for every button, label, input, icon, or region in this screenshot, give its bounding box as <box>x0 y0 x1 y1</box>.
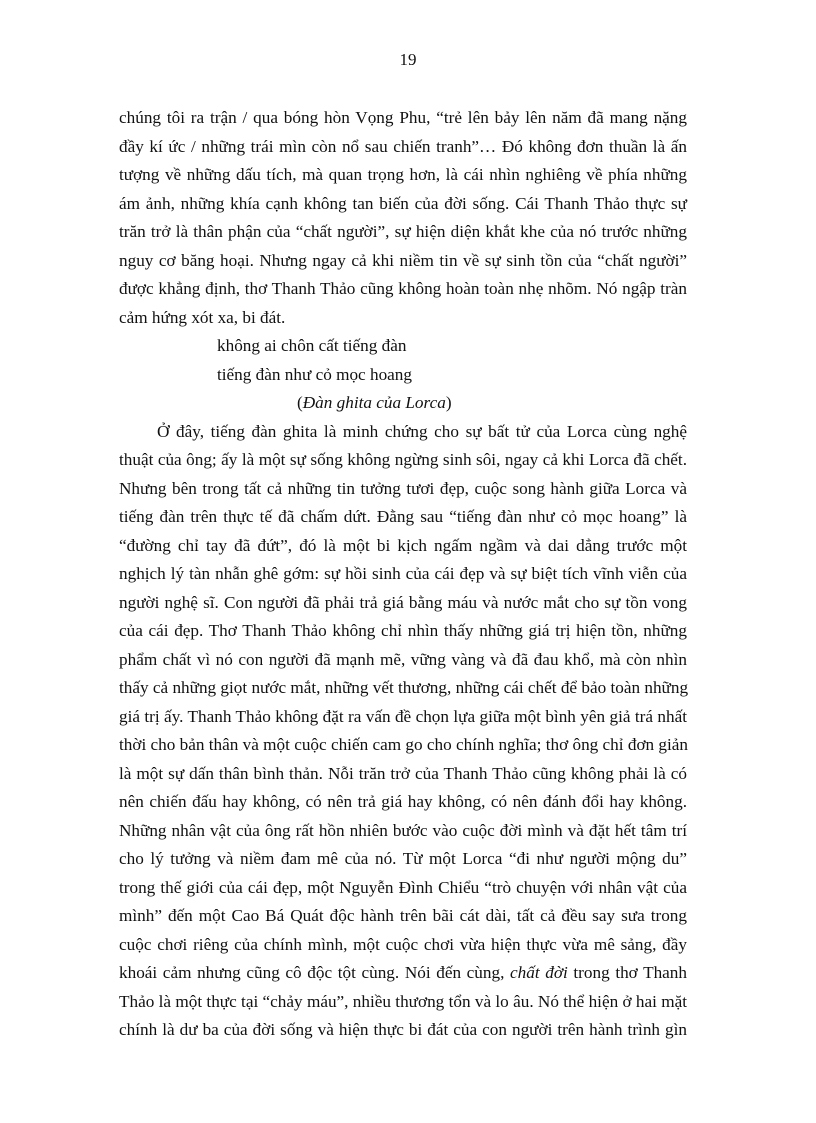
text-segment: trong thơ Thanh <box>567 963 687 982</box>
text-line: người nghệ sĩ. Con người đã phải trả giá bằng máu và nước mắt cho sự tồn vong <box>119 592 687 612</box>
text-line: Thảo là một thực tại “chảy máu”, nhiều thương tổn và lo âu. Nó thể hiện ở hai mặt <box>119 991 687 1011</box>
text-line: tiếng đàn trên thực tế đã chấm dứt. Đằng sau “tiếng đàn như cỏ mọc hoang” là <box>119 507 687 526</box>
text-line: tượng về những dấu tích, mà quan trọng hơn, là cái nhìn nghiêng về phía những <box>119 165 687 184</box>
attribution-title: Đàn ghita của Lorca <box>302 393 446 412</box>
text-line: nguy cơ băng hoại. Nhưng ngay cả khi niềm tin về sự sinh tồn của “chất người” <box>119 250 687 270</box>
text-line: được khẳng định, thơ Thanh Thảo cũng không hoàn toàn nhẹ nhõm. Nó ngập tràn <box>119 279 687 298</box>
text-line: Những nhân vật của ông rất hồn nhiên bước vào cuộc đời mình và đặt hết tâm trí <box>119 820 687 840</box>
page-number: 19 <box>399 50 417 69</box>
attribution-open: ( <box>297 393 303 412</box>
text-line: giá trị ấy. Thanh Thảo không đặt ra vấn đề chọn lựa giữa một bình yên giả trá nhất <box>119 706 687 726</box>
text-line: cuộc chơi riêng của chính mình, một cuộc chơi vừa hiện thực vừa mê sảng, đầy <box>119 934 687 954</box>
text-line: cảm hứng xót xa, bi đát. <box>119 307 286 327</box>
text-line: thuật của ông; ấy là một sự sống không ngừng sinh sôi, ngay cả khi Lorca đã chết. <box>119 450 687 469</box>
text-line: chính là dư ba của đời sống và hiện thực bi đát của con người trên hành trình gìn <box>119 1020 687 1039</box>
text-line: cho lý tưởng và niềm đam mê của nó. Từ một Lorca “đi như người mộng du” <box>119 849 687 868</box>
text-line: phẩm chất vì nó con người đã mạnh mẽ, vững vàng và đã đau khổ, mà còn nhìn <box>119 649 687 669</box>
text-line: ám ảnh, những khía cạnh không tan biến của đời sống. Cái Thanh Thảo thực sự <box>119 193 687 213</box>
verse-line: tiếng đàn như cỏ mọc hoang <box>217 364 412 384</box>
attribution-close: ) <box>445 393 452 412</box>
text-line: “đường chỉ tay đã đứt”, đó là một bi kịch ngấm ngầm và dai dẳng trước một <box>119 535 687 555</box>
text-line: nên chiến đấu hay không, có nên trả giá hay không, có nên đánh đổi hay không. <box>119 792 687 811</box>
verse-line: không ai chôn cất tiếng đàn <box>217 336 407 355</box>
text-line: trong thế giới của cái đẹp, một Nguyễn Đình Chiểu “trò chuyện với nhân vật của <box>119 877 687 897</box>
italic-phrase: chất đời <box>510 963 568 982</box>
text-line: mình” đến một Cao Bá Quát độc hành trên bãi cát dài, tất cả đều say sưa trong <box>119 906 687 925</box>
text-line-with-italic <box>119 959 687 988</box>
text-line: Nhưng bên trong tất cả những tin tưởng tươi đẹp, cuộc song hành giữa Lorca và <box>119 478 687 498</box>
verse-attribution <box>119 389 687 418</box>
text-line: thấy cả những giọt nước mắt, những vết thương, những cái chết để bảo toàn những <box>119 678 689 697</box>
text-line: chúng tôi ra trận / qua bóng hòn Vọng Phu, “trẻ lên bảy lên năm đã mang nặng <box>119 108 687 127</box>
text-line: trăn trở là thân phận của “chất người”, sự hiện diện khắt khe của nó trước những <box>119 222 687 241</box>
text-segment: khoái cảm nhưng cũng cô độc tột cùng. Nói đến cùng, <box>119 963 511 982</box>
text-line: đầy kí ức / những trái mìn còn nổ sau chiến tranh”… Đó không đơn thuần là ấn <box>119 136 687 156</box>
text-line: của cái đẹp. Thơ Thanh Thảo không chỉ nhìn thấy những giá trị hiện tồn, những <box>119 621 687 640</box>
body-text <box>119 104 687 1045</box>
text-line: nghịch lý tàn nhẫn ghê gớm: sự hồi sinh của cái đẹp và sự biệt tích vĩnh viễn của <box>119 564 687 583</box>
text-line: là một sự dấn thân bình thản. Nỗi trăn trở của Thanh Thảo cũng không phải là có <box>119 763 687 783</box>
text-line: thời cho bản thân và một cuộc chiến cam go cho chính nghĩa; thơ ông chỉ đơn giản <box>119 735 689 754</box>
text-line: Ở đây, tiếng đàn ghita là minh chứng cho sự bất tử của Lorca cùng nghệ <box>157 421 687 441</box>
